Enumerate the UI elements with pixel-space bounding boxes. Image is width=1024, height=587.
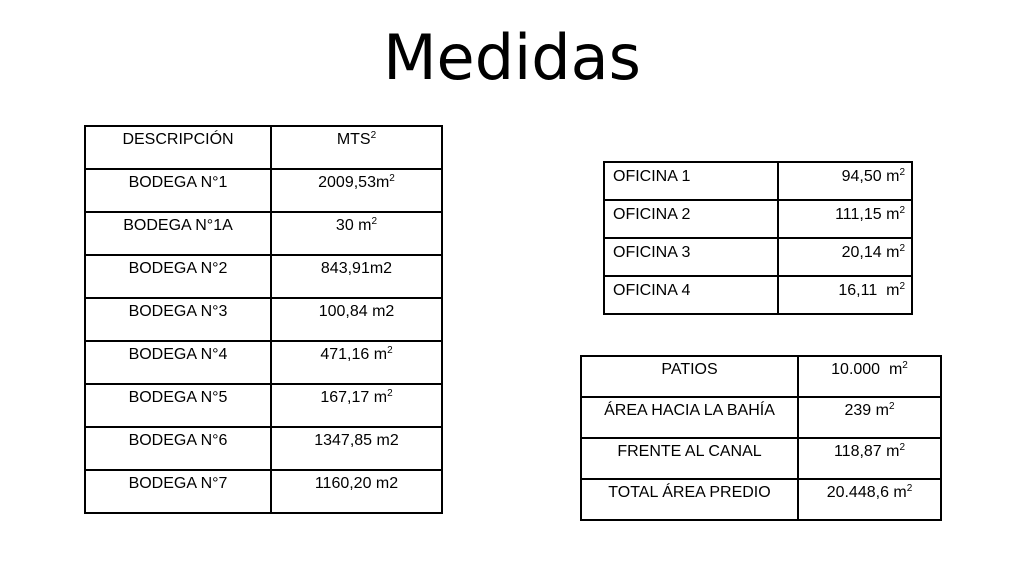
row-label: OFICINA 4 xyxy=(604,276,778,314)
table-row xyxy=(85,384,442,427)
row-label: ÁREA HACIA LA BAHÍA xyxy=(581,397,798,438)
row-value-cell xyxy=(271,384,442,427)
row-value-superscript: 2 xyxy=(899,442,906,453)
table-header-row xyxy=(85,126,442,169)
row-value: 111,15 m xyxy=(835,206,900,223)
row-label: BODEGA N°4 xyxy=(85,341,271,384)
row-value-superscript: 2 xyxy=(899,167,905,178)
row-label: OFICINA 1 xyxy=(604,162,778,200)
row-value-cell xyxy=(798,397,941,438)
row-value-cell xyxy=(271,427,442,470)
row-label: BODEGA N°7 xyxy=(85,470,271,513)
table-row xyxy=(604,276,912,314)
table-row xyxy=(85,255,442,298)
row-value-cell xyxy=(778,238,912,276)
row-value-cell xyxy=(271,169,442,212)
row-value-cell xyxy=(778,162,912,200)
bodegas-table xyxy=(84,125,443,514)
row-label: OFICINA 2 xyxy=(604,200,778,238)
row-value: 167,17 m xyxy=(320,389,388,406)
row-value: 10.000 m xyxy=(831,361,903,378)
table-row xyxy=(85,341,442,384)
table-row xyxy=(604,162,912,200)
table-row xyxy=(85,212,442,255)
row-value-cell xyxy=(271,341,442,384)
row-value: 118,87 m xyxy=(833,443,900,460)
row-value: 1160,20 m2 xyxy=(314,475,399,492)
row-label: OFICINA 3 xyxy=(604,238,778,276)
row-value-superscript: 2 xyxy=(906,483,913,494)
table-row xyxy=(85,298,442,341)
row-label: BODEGA N°1 xyxy=(85,169,271,212)
oficinas-table xyxy=(603,161,913,315)
row-value-cell xyxy=(798,356,941,397)
table-row xyxy=(604,238,912,276)
row-value: 20.448,6 m xyxy=(826,484,907,501)
row-value-superscript: 2 xyxy=(899,205,905,216)
row-value: 20,14 m xyxy=(841,244,900,261)
row-value-superscript: 2 xyxy=(888,401,895,412)
row-label: BODEGA N°5 xyxy=(85,384,271,427)
row-label: BODEGA N°6 xyxy=(85,427,271,470)
row-value: 471,16 m xyxy=(320,346,388,363)
table-row xyxy=(85,470,442,513)
row-value: 239 m xyxy=(844,402,889,419)
row-value: 16,11 m xyxy=(838,282,900,299)
table-row xyxy=(581,397,941,438)
row-value-superscript: 2 xyxy=(389,173,395,184)
table-row xyxy=(604,200,912,238)
row-value-superscript: 2 xyxy=(899,281,905,292)
row-value-superscript: 2 xyxy=(387,345,393,356)
header-unit xyxy=(271,126,442,169)
row-value: 94,50 m xyxy=(841,168,900,185)
header-unit-superscript: 2 xyxy=(370,130,377,141)
header-description xyxy=(85,126,271,169)
table-row xyxy=(581,438,941,479)
table-row xyxy=(85,169,442,212)
row-label: TOTAL ÁREA PREDIO xyxy=(581,479,798,520)
row-value-superscript: 2 xyxy=(899,243,905,254)
header-unit-label: MTS xyxy=(336,131,371,148)
row-value-cell xyxy=(798,479,941,520)
table-row xyxy=(85,427,442,470)
row-value: 100,84 m2 xyxy=(318,303,395,320)
row-label: FRENTE AL CANAL xyxy=(581,438,798,479)
table-row xyxy=(581,479,941,520)
row-value-cell xyxy=(271,255,442,298)
row-label: BODEGA N°3 xyxy=(85,298,271,341)
table-row xyxy=(581,356,941,397)
row-value-cell xyxy=(271,298,442,341)
row-value-superscript: 2 xyxy=(371,216,378,227)
header-description-label: DESCRIPCIÓN xyxy=(122,131,234,148)
row-value: 1347,85 m2 xyxy=(314,432,399,449)
row-value-cell xyxy=(798,438,941,479)
row-label: BODEGA N°1A xyxy=(85,212,271,255)
row-value-cell xyxy=(271,470,442,513)
row-label: BODEGA N°2 xyxy=(85,255,271,298)
row-label: PATIOS xyxy=(581,356,798,397)
row-value: 843,91m2 xyxy=(320,260,393,277)
row-value-cell xyxy=(778,276,912,314)
row-value-cell xyxy=(271,212,442,255)
page-title: Medidas xyxy=(383,21,641,94)
row-value-superscript: 2 xyxy=(902,360,908,371)
row-value: 30 m xyxy=(335,217,372,234)
row-value-superscript: 2 xyxy=(387,388,393,399)
patios-table xyxy=(580,355,942,521)
row-value: 2009,53m xyxy=(318,174,390,191)
row-value-cell xyxy=(778,200,912,238)
